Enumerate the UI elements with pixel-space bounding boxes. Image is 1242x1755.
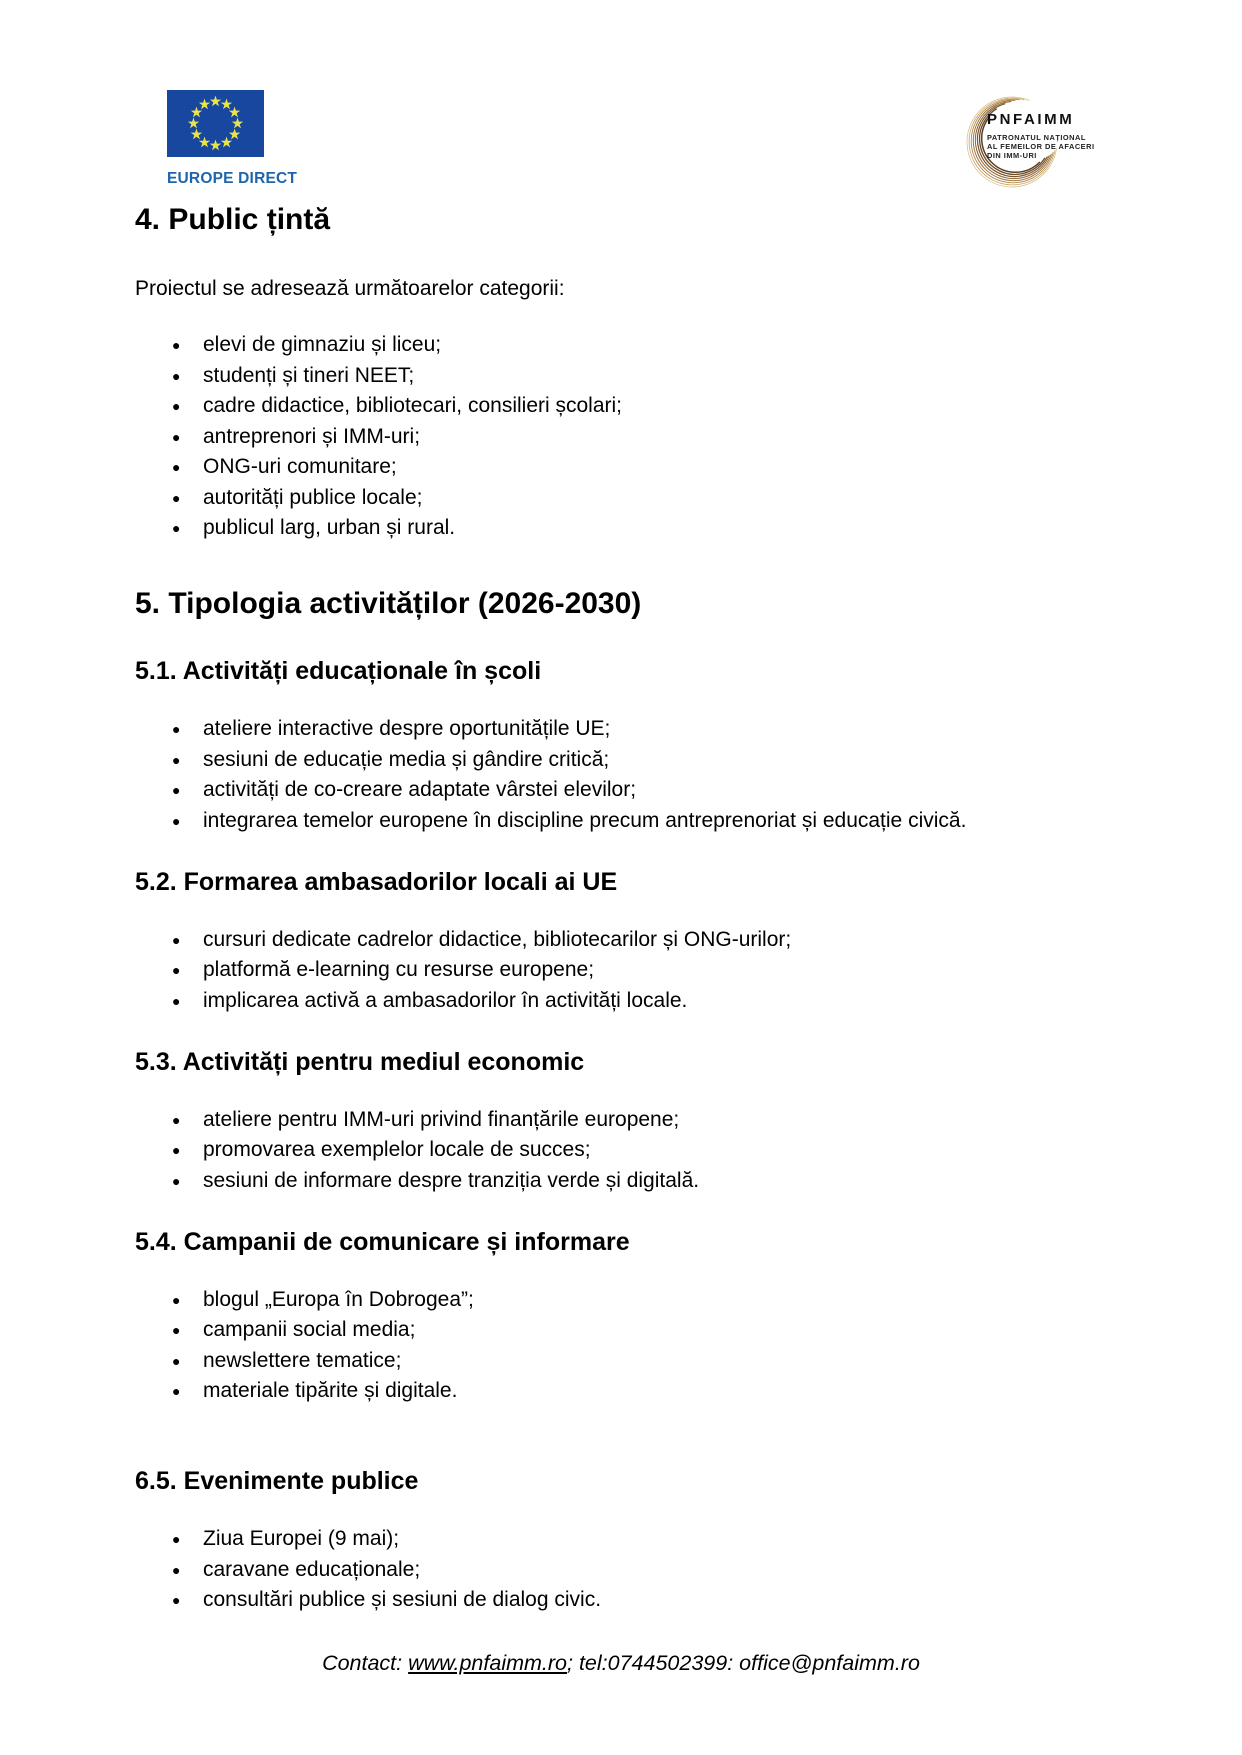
- heading-5-2: 5.2. Formarea ambasadorilor locali ai UE: [135, 867, 618, 896]
- eu-flag-icon: [167, 90, 264, 157]
- bullet-text: campanii social media;: [203, 1318, 416, 1341]
- bullet-text: blogul „Europa în Dobrogea”;: [203, 1287, 474, 1311]
- bullet-text: promovarea exemplelor locale de succes;: [203, 1138, 591, 1161]
- bullet-text: activități de co-creare adaptate vârstei elevilor;: [203, 778, 637, 801]
- heading-tipologia: 5. Tipologia activităților (2026-2030): [135, 587, 642, 620]
- heading-6-5: 6.5. Evenimente publice: [135, 1467, 419, 1495]
- pnfaimm-tagline-line: PATRONATUL NAȚIONAL: [987, 133, 1086, 142]
- pnfaimm-tagline: [987, 133, 1095, 160]
- bullet-dot-icon: ●: [172, 751, 181, 768]
- list-item: [135, 779, 1110, 801]
- europe-direct-label: EUROPE DIRECT: [167, 170, 298, 187]
- bullet-list-5-2: [135, 929, 1110, 1012]
- bullet-dot-icon: ●: [172, 337, 181, 353]
- bullet-dot-icon: ●: [172, 428, 181, 445]
- list-item: [135, 810, 1110, 832]
- bullet-list-5-4: [135, 1289, 1110, 1403]
- bullet-text: studenți și tineri NEET;: [203, 363, 415, 387]
- bullet-text: ONG-uri comunitare;: [203, 455, 397, 478]
- bullet-list-5-3: [135, 1109, 1110, 1192]
- bullet-text: consultări publice și sesiuni de dialog civic.: [203, 1588, 602, 1611]
- list-item: [135, 456, 1110, 478]
- bullet-list-5-1: [135, 718, 1110, 832]
- bullet-dot-icon: ●: [172, 1142, 181, 1158]
- bullet-list-6-5: [135, 1528, 1110, 1611]
- heading-public-tinta: 4. Public țintă: [135, 203, 331, 236]
- header-logos: [167, 90, 1095, 188]
- bullet-text: elevi de gimnaziu și liceu;: [203, 333, 442, 356]
- bullet-dot-icon: ●: [172, 931, 181, 948]
- bullet-dot-icon: ●: [172, 1322, 181, 1338]
- list-item: [135, 1319, 1110, 1341]
- list-item: [135, 1350, 1110, 1372]
- bullet-text: autorități publice locale;: [203, 485, 423, 509]
- pnfaimm-tagline-line: AL FEMEILOR DE AFACERI: [987, 142, 1095, 151]
- pnfaimm-text: [987, 111, 1095, 160]
- list-item: [135, 426, 1110, 448]
- bullet-dot-icon: ●: [172, 520, 181, 536]
- list-item: [135, 929, 1110, 951]
- list-item: [135, 1109, 1110, 1131]
- bullet-text: implicarea activă a ambasadorilor în activități locale.: [203, 988, 688, 1012]
- footer-contact-suffix: ; tel:0744502399: office@pnfaimm.ro: [567, 1651, 920, 1675]
- bullet-text: platformă e-learning cu resurse europene;: [203, 958, 595, 981]
- list-item: [135, 1528, 1110, 1550]
- bullet-dot-icon: ●: [172, 721, 181, 737]
- list-item: [135, 395, 1110, 417]
- europe-direct-logo: [167, 90, 298, 188]
- bullet-dot-icon: ●: [172, 1561, 181, 1578]
- bullet-dot-icon: ●: [172, 1291, 181, 1308]
- pnfaimm-tagline-line: DIN IMM-URI: [987, 151, 1037, 160]
- heading-5-3: 5.3. Activități pentru mediul economic: [135, 1047, 585, 1076]
- list-item: [135, 959, 1110, 981]
- bullet-dot-icon: ●: [172, 992, 181, 1009]
- footer-contact-prefix: Contact:: [322, 1651, 409, 1675]
- pnfaimm-logo: [962, 90, 1095, 188]
- bullet-list-public: [135, 334, 1110, 539]
- footer-website-link[interactable]: www.pnfaimm.ro: [408, 1651, 568, 1675]
- list-item: [135, 1139, 1110, 1161]
- bullet-text: integrarea temelor europene în discipline precum antreprenoriat și educație civică.: [203, 808, 967, 832]
- bullet-text: cadre didactice, bibliotecari, consilieri școlari;: [203, 394, 623, 417]
- list-item: [135, 749, 1110, 771]
- bullet-dot-icon: ●: [172, 1172, 181, 1189]
- document-content: [135, 203, 1110, 1611]
- list-item: [135, 334, 1110, 356]
- bullet-dot-icon: ●: [172, 962, 181, 978]
- list-item: [135, 1289, 1110, 1311]
- list-item: [135, 365, 1110, 387]
- bullet-dot-icon: ●: [172, 1383, 181, 1399]
- bullet-text: materiale tipărite și digitale.: [203, 1379, 458, 1402]
- bullet-text: caravane educaționale;: [203, 1557, 421, 1581]
- bullet-dot-icon: ●: [172, 1111, 181, 1128]
- bullet-dot-icon: ●: [172, 1592, 181, 1608]
- pnfaimm-wordmark: PNFAIMM: [987, 111, 1075, 128]
- intro-paragraph: Proiectul se adresează următoarelor categorii:: [135, 277, 565, 300]
- list-item: [135, 1170, 1110, 1192]
- list-item: [135, 990, 1110, 1012]
- bullet-text: newslettere tematice;: [203, 1348, 402, 1372]
- footer: [0, 1651, 1242, 1676]
- bullet-text: cursuri dedicate cadrelor didactice, bibliotecarilor și ONG-urilor;: [203, 927, 792, 951]
- bullet-text: sesiuni de informare despre tranziția verde și digitală.: [203, 1168, 700, 1192]
- bullet-dot-icon: ●: [172, 398, 181, 414]
- list-item: [135, 517, 1110, 539]
- list-item: [135, 487, 1110, 509]
- bullet-dot-icon: ●: [172, 459, 181, 475]
- bullet-text: sesiuni de educație media și gândire critică;: [203, 747, 610, 771]
- list-item: [135, 1589, 1110, 1611]
- bullet-text: ateliere interactive despre oportunitățile UE;: [203, 717, 611, 740]
- bullet-dot-icon: ●: [172, 1352, 181, 1369]
- bullet-text: publicul larg, urban și rural.: [203, 516, 456, 539]
- bullet-text: ateliere pentru IMM-uri privind finanțările europene;: [203, 1107, 680, 1131]
- list-item: [135, 1559, 1110, 1581]
- list-item: [135, 1380, 1110, 1402]
- bullet-dot-icon: ●: [172, 367, 181, 384]
- bullet-text: Ziua Europei (9 mai);: [203, 1527, 400, 1550]
- heading-5-1: 5.1. Activități educaționale în școli: [135, 657, 542, 685]
- bullet-dot-icon: ●: [172, 782, 181, 798]
- bullet-dot-icon: ●: [172, 1531, 181, 1547]
- bullet-text: antreprenori și IMM-uri;: [203, 424, 421, 448]
- heading-5-4: 5.4. Campanii de comunicare și informare: [135, 1227, 630, 1256]
- bullet-dot-icon: ●: [172, 812, 181, 829]
- list-item: [135, 718, 1110, 740]
- bullet-dot-icon: ●: [172, 489, 181, 506]
